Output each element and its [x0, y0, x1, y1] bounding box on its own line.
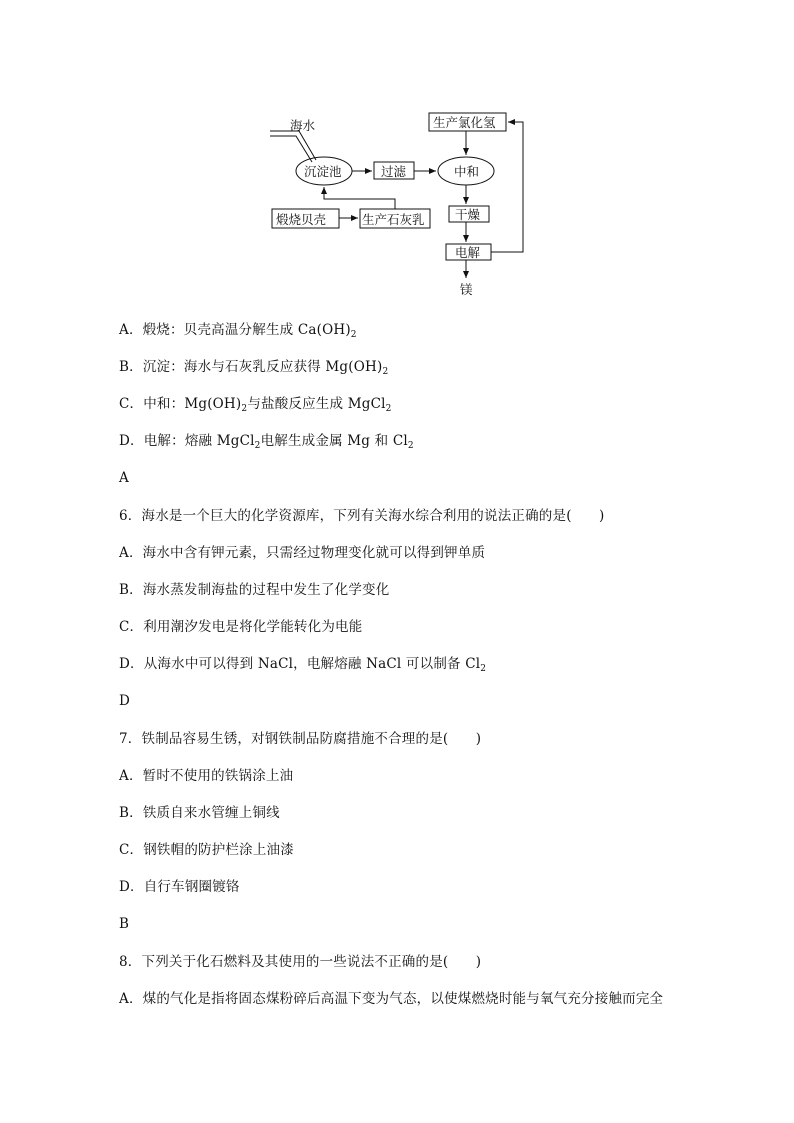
label-calcine-shells: 煅烧贝壳 [276, 212, 327, 227]
label-sedimentation-tank: 沉淀池 [304, 164, 342, 179]
q6-option-d: D．从海水中可以得到 NaCl，电解熔融 NaCl 可以制备 $Cl_2$ [119, 656, 487, 674]
label-filter: 过滤 [381, 164, 407, 179]
q5-option-b: B．沉淀：海水与石灰乳反应获得 $Mg(OH)_2$ [119, 359, 389, 377]
q5-answer: A [119, 470, 129, 486]
q6-option-c: C．利用潮汐发电是将化学能转化为电能 [119, 619, 363, 635]
label-neutralize: 中和 [454, 164, 480, 179]
label-produce-hcl: 生产氯化氢 [433, 115, 496, 130]
q7-option-c: C．钢铁帽的防护栏涂上油漆 [119, 842, 294, 858]
q7-option-b: B．铁质自来水管缠上铜线 [119, 805, 280, 821]
process-flow-diagram [266, 110, 536, 302]
q8-stem: 8．下列关于化石燃料及其使用的一些说法不正确的是( ) [119, 954, 482, 970]
q5-option-d: D．电解：熔融 MgCl$_2$电解生成金属 Mg 和 $Cl_2$ [119, 433, 414, 451]
label-dry: 干燥 [455, 207, 481, 222]
q6-answer: D [119, 693, 131, 709]
q7-stem: 7．铁制品容易生锈，对钢铁制品防腐措施不合理的是( ) [119, 731, 482, 747]
q8-option-a: A．煤的气化是指将固态煤粉碎后高温下变为气态，以使煤燃烧时能与氧气充分接触而完全 [119, 991, 664, 1007]
q6-option-a: A．海水中含有钾元素，只需经过物理变化就可以得到钾单质 [119, 545, 486, 561]
label-seawater: 海水 [290, 118, 316, 133]
q7-option-d: D．自行车钢圈镀铬 [119, 879, 240, 895]
label-produce-lime-milk: 生产石灰乳 [362, 212, 425, 227]
q7-option-a: A．暂时不使用的铁锅涂上油 [119, 768, 294, 784]
q6-stem: 6．海水是一个巨大的化学资源库，下列有关海水综合利用的说法正确的是( ) [119, 508, 605, 524]
label-magnesium: 镁 [460, 282, 473, 297]
q7-answer: B [119, 916, 130, 932]
q6-option-b: B．海水蒸发制海盐的过程中发生了化学变化 [119, 582, 390, 598]
q5-option-c: C．中和：$Mg(OH)_2$与盐酸反应生成 MgCl$_2$ [119, 396, 392, 414]
label-electrolysis: 电解 [455, 245, 481, 260]
q5-option-a: A．煅烧：贝壳高温分解生成 $Ca(OH)_2$ [119, 322, 357, 340]
